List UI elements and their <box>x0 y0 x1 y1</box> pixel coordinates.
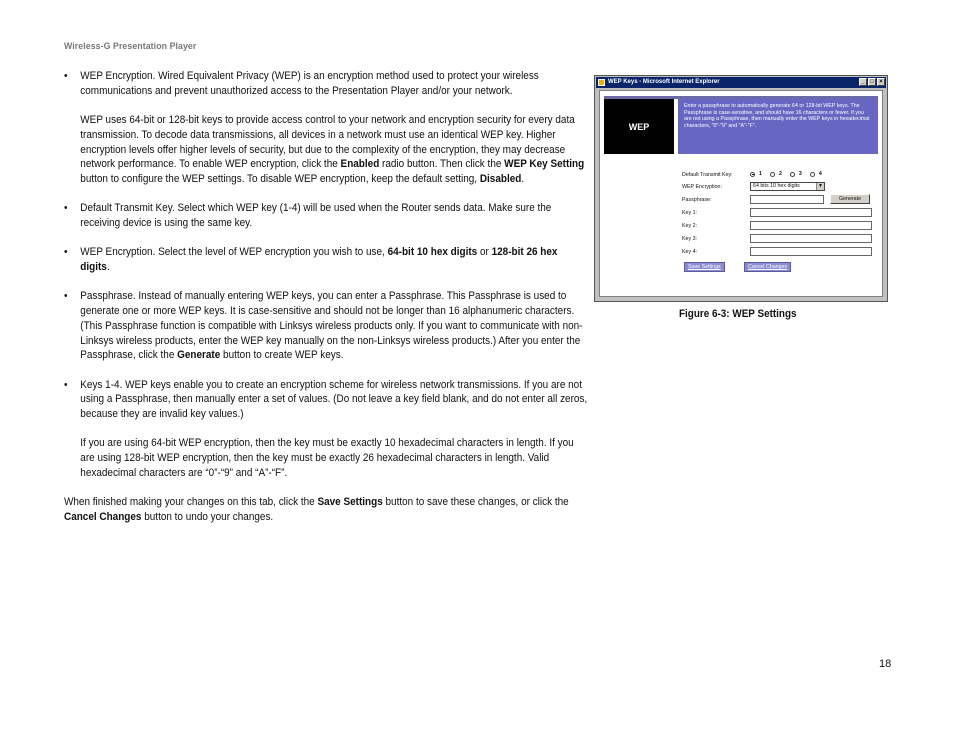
body-text <box>64 69 589 525</box>
page-number: 18 <box>879 658 892 670</box>
key-4-label: Key 4: <box>682 249 698 255</box>
text-run: . <box>521 172 525 185</box>
bold-term: Enabled <box>340 158 380 171</box>
section-title: WEP <box>604 99 674 154</box>
cancel-changes-button[interactable]: Cancel Changes <box>744 262 791 272</box>
bold-term: Cancel Changes <box>64 510 142 523</box>
text-run: or <box>477 246 492 259</box>
paragraph <box>80 436 589 480</box>
key-2-label: Key 2: <box>682 223 698 229</box>
close-button[interactable]: × <box>877 78 885 86</box>
key-3-field[interactable] <box>750 234 872 243</box>
text-run: button to undo your changes. <box>141 510 274 523</box>
key-radio-label-1: 1 <box>759 171 762 177</box>
key-3-label: Key 3: <box>682 236 698 242</box>
help-text: Enter a passphrase to automatically generate 64 or 128-bit WEP keys. The Passphrase is case-sensitive, and should have 16 characters or fewer. If you are not using a Passphrase, then manually enter the WEP keys in hexadecimal characters, "0"-"9" and "A"-"F". <box>678 99 878 154</box>
action-row <box>682 261 872 273</box>
text-run: button to save these changes, or click the <box>382 496 569 509</box>
paragraph <box>80 201 589 230</box>
text-run: If you are using 64-bit WEP encryption, then the key must be exactly 10 hexadecimal characters in length. If you are using 128-bit WEP encryption, then the key must be exactly 26 hexadecimal characters in length. Valid hexadecimal characters are “0”-“9” and “A”-“F”. <box>80 437 574 479</box>
bullet-item <box>64 378 589 481</box>
key-2-field[interactable] <box>750 221 872 230</box>
text-run: Passphrase. Instead of manually entering WEP keys, you can enter a Passphrase. This Passphrase is used to generate one or more WEP keys. It is case-sensitive and should not be longer than 16 alphanumeric characters. (This Passphrase function is compatible with Linksys wireless products only. If you want to communicate with non-Linksys wireless products, enter the WEP key manually on the non-Linksys wireless products.) After you enter the Passphrase, click the <box>80 290 583 362</box>
bullet-item <box>64 69 589 187</box>
default-key-radios <box>750 171 826 177</box>
bullet-icon: • <box>64 246 68 259</box>
paragraph <box>80 289 589 363</box>
bullet-icon: • <box>64 202 68 215</box>
default-key-row <box>682 169 872 181</box>
key-1-field[interactable] <box>750 208 872 217</box>
running-header: Wireless-G Presentation Player <box>64 41 197 52</box>
default-key-label: Default Transmit Key: <box>682 172 733 178</box>
key-1-row <box>682 207 872 219</box>
encryption-row <box>682 181 872 193</box>
key-radio-1[interactable] <box>750 172 755 177</box>
save-settings-button[interactable]: Save Settings <box>684 262 725 272</box>
paragraph <box>80 113 589 187</box>
bullet-item <box>64 245 589 274</box>
text-run: WEP Encryption. Wired Equivalent Privacy (WEP) is an encryption method used to protect your wireless communications and prevent unauthorized access to the Presentation Player and/or your network. <box>80 70 539 97</box>
key-3-row <box>682 233 872 245</box>
key-radio-label-4: 4 <box>818 171 822 177</box>
key-4-field[interactable] <box>750 247 872 256</box>
paragraph <box>80 378 589 422</box>
bullet-item <box>64 201 589 230</box>
key-radio-4[interactable] <box>810 172 815 177</box>
key-1-label: Key 1: <box>682 210 698 216</box>
minimize-button[interactable]: _ <box>859 78 867 86</box>
key-radio-label-3: 3 <box>798 171 802 177</box>
passphrase-label: Passphrase: <box>682 197 712 203</box>
text-run: WEP Encryption. Select the level of WEP encryption you wish to use, <box>80 246 388 259</box>
generate-button[interactable]: Generate <box>830 194 870 204</box>
bold-term: 64-bit 10 hex digits <box>387 246 478 259</box>
text-run: button to create WEP keys. <box>220 349 344 362</box>
bold-term: 128-bit 26 hex digits <box>80 246 558 274</box>
wep-settings-screenshot <box>594 75 888 302</box>
closing-paragraph <box>64 495 589 524</box>
text-run: . <box>106 261 110 274</box>
window-content <box>599 90 883 297</box>
bold-term: WEP Key Setting <box>504 158 585 171</box>
bold-term: Generate <box>177 349 221 362</box>
key-2-row <box>682 220 872 232</box>
key-radio-label-2: 2 <box>778 171 782 177</box>
bullet-icon: • <box>64 70 68 82</box>
encryption-select[interactable] <box>750 182 825 191</box>
window-title: WEP Keys - Microsoft Internet Explorer <box>608 79 720 85</box>
passphrase-row <box>682 194 872 206</box>
bold-term: Save Settings <box>317 496 383 509</box>
text-run: radio button. Then click the <box>379 158 505 171</box>
figure-caption: Figure 6-3: WEP Settings <box>679 308 797 320</box>
bullet-icon: • <box>64 290 68 303</box>
window-titlebar <box>596 77 886 88</box>
key-radio-2[interactable] <box>770 172 775 177</box>
paragraph <box>80 69 589 98</box>
bullet-item <box>64 289 589 363</box>
key-radio-3[interactable] <box>790 172 795 177</box>
bold-term: Disabled <box>479 172 522 185</box>
chevron-down-icon: ▼ <box>816 183 824 190</box>
bullet-icon: • <box>64 378 68 391</box>
encryption-label: WEP Encryption: <box>682 184 722 190</box>
text-run: When finished making your changes on this tab, click the <box>64 496 318 509</box>
encryption-value: 64 bits 10 hex digits <box>753 183 800 189</box>
text-run: WEP uses 64-bit or 128-bit keys to provide access control to your network and encryption security for every data transmission. To decode data transmissions, all devices in a network must use an identical WEP key. Higher encryption levels offer higher levels of security, but due to the complexity of the encryption, they may decrease network performance. To enable WEP encryption, click the <box>80 114 575 171</box>
text-run: button to configure the WEP settings. To disable WEP encryption, keep the default setting, <box>80 172 480 185</box>
passphrase-field[interactable] <box>750 195 824 204</box>
text-run: Default Transmit Key. Select which WEP key (1-4) will be used when the Router sends data. Make sure the receiving device is using the same key. <box>80 202 552 229</box>
text-run: Keys 1-4. WEP keys enable you to create an encryption scheme for wireless network transmissions. If you are not using a Passphrase, then manually enter a set of values. (Do not leave a key field blank, and do not enter all zeros, because they are invalid key values.) <box>80 378 588 421</box>
maximize-button[interactable]: □ <box>868 78 876 86</box>
ie-icon <box>598 79 605 86</box>
paragraph <box>80 245 589 274</box>
key-4-row <box>682 246 872 258</box>
